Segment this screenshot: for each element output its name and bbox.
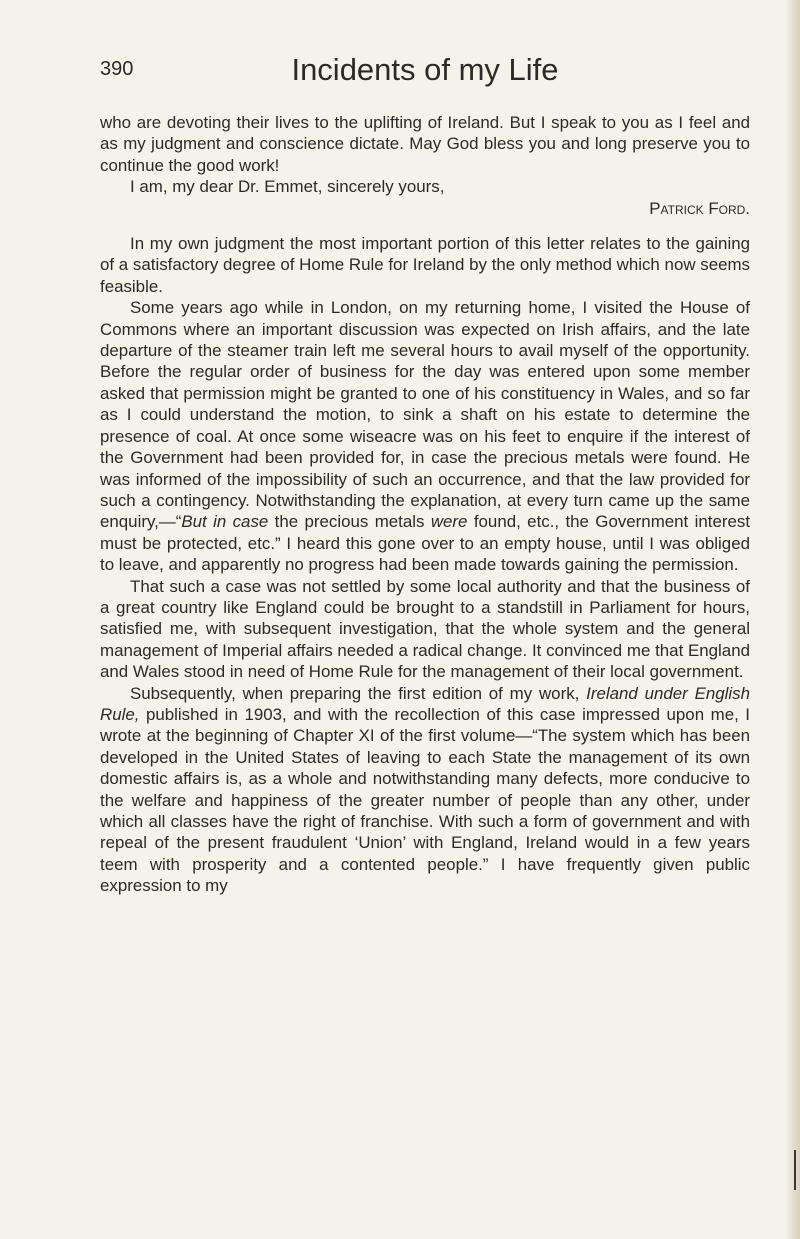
letter-signature: Patrick Ford.: [649, 198, 750, 218]
page-body: [100, 112, 750, 897]
page-number: 390: [100, 58, 134, 80]
paragraph-2-italic-1: But in case: [181, 512, 269, 532]
letter-closing: I am, my dear Dr. Emmet, sincerely yours,: [130, 177, 445, 197]
paragraph-2: [100, 297, 750, 575]
paragraph-4-book-title: Ireland under English Rule,: [100, 683, 750, 724]
paragraph-1: In my own judgment the most important portion of this letter relates to the gaining of a satisfactory degree of Home Rule for Ireland by the only method which now seems feasible.: [100, 234, 750, 296]
paragraph-2-text-a: Some years ago while in London, on my returning home, I visited the House of Commons where an important discussion was expected on Irish affairs, and the late departure of the steamer train left me several hours to avail myself of the opportunity. Before the regular order of business for the day was entered upon some member asked that permission might be granted to one of his constituency in Wales, and so far as I could understand the motion, to sink a shaft on his estate to determine the presence of coal. At once some wiseacre was on his feet to enquire if the interest of the Government had been provided for, in case the precious metals were found. He was informed of the impossibility of such an occurrence, and that the law provided for such a contingency. Notwithstanding the explanation, at every turn came up the same enquiry,—“: [100, 298, 750, 532]
page-edge: [786, 0, 800, 1239]
page-edge-mark: [794, 1150, 796, 1190]
paragraph-2-italic-2: were: [430, 512, 468, 532]
paragraph-2-text-b: the precious metals: [268, 512, 431, 532]
running-head: [100, 52, 750, 96]
paragraph-4-text-a: Subsequently, when preparing the first edition of my work,: [130, 683, 587, 703]
paragraph-4-text-b: published in 1903, and with the recollection of this case impressed upon me, I wrote at the beginning of Chapter XI of the first volume—“The system which has been developed in the United States of leaving to each State the management of its own domestic affairs is, as a whole and notwithstanding many defects, more conducive to the welfare and happiness of the greater number of people than any other, under which all classes have the right of franchise. With such a form of government and with repeal of the present fraudulent ‘Union’ with England, Ireland would in a few years teem with prosperity and a contented people.” I have frequently given public expression to my: [100, 704, 750, 896]
paragraph-4: [100, 683, 750, 897]
page-title: Incidents of my Life: [291, 52, 559, 87]
paragraph-3: That such a case was not settled by some local authority and that the business of a great country like England could be brought to a standstill in Parliament for hours, satisfied me, with subsequent investigation, that the whole system and the general management of Imperial affairs needed a radical change. It convinced me that England and Wales stood in need of Home Rule for the management of their local government.: [100, 576, 750, 682]
letter-text: who are devoting their lives to the uplifting of Ireland. But I speak to you as I feel and as my judgment and conscience dictate. May God bless you and long preserve you to continue the good work!: [100, 113, 750, 175]
paragraph-2-text-c: found, etc., the Government interest must be protected, etc.” I heard this gone over to an empty house, until I was obliged to leave, and apparently no progress had been made towards gaining the permission.: [100, 512, 751, 575]
